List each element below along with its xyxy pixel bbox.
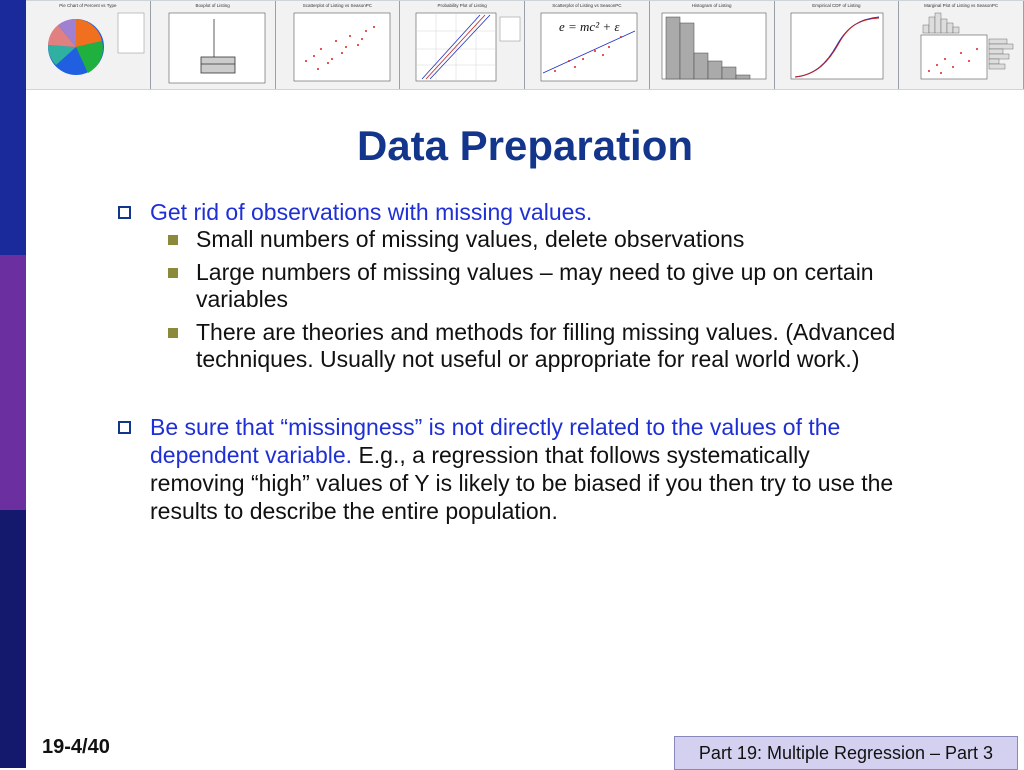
bullet-2-black-text: E.g., a regression that follows systematically removing “high” values of Y is likely to be biased if you then try to use the results to describe the entire population. bbox=[150, 442, 894, 524]
marginal-plot-icon bbox=[899, 1, 1023, 89]
pie-chart-thumbnail bbox=[26, 1, 151, 89]
filled-square-bullet-icon bbox=[168, 328, 178, 338]
boxplot-icon bbox=[151, 1, 275, 89]
side-bar-middle-segment bbox=[0, 255, 26, 510]
slide-content bbox=[110, 198, 900, 525]
thumbnail-caption: Boxplot of Listing bbox=[195, 3, 230, 8]
square-bullet-icon bbox=[118, 421, 131, 434]
side-bar-bottom-segment bbox=[0, 510, 26, 768]
cdf-icon bbox=[775, 1, 899, 89]
bullet-1-text: Get rid of observations with missing values. bbox=[150, 199, 593, 225]
probability-plot-thumbnail bbox=[400, 1, 525, 89]
boxplot-thumbnail bbox=[151, 1, 276, 89]
thumbnail-caption: Scatterplot of Listing vs SeasonPC bbox=[552, 3, 622, 8]
formula-scatter-thumbnail bbox=[525, 1, 650, 89]
bullet-1 bbox=[110, 198, 900, 226]
sub-bullet-text: Small numbers of missing values, delete observations bbox=[196, 226, 745, 252]
side-bar-top-segment bbox=[0, 0, 26, 255]
sub-bullet-text: Large numbers of missing values – may need to give up on certain variables bbox=[196, 259, 874, 312]
formula-text: e = mc² + ε bbox=[559, 19, 620, 34]
sub-bullet bbox=[110, 259, 900, 313]
part-label: Part 19: Multiple Regression – Part 3 bbox=[674, 736, 1018, 770]
thumbnail-caption: Scatterplot of Listing vs SeasonPC bbox=[302, 3, 373, 8]
sub-bullet bbox=[110, 226, 900, 253]
filled-square-bullet-icon bbox=[168, 268, 178, 278]
square-bullet-icon bbox=[118, 206, 131, 219]
marginal-plot-thumbnail bbox=[899, 1, 1024, 89]
cdf-thumbnail bbox=[775, 1, 900, 89]
slide-number: 19-4/40 bbox=[42, 736, 110, 758]
thumbnail-caption: Marginal Plot of Listing vs SeasonPC bbox=[924, 3, 999, 8]
side-color-bar bbox=[0, 0, 26, 768]
sub-bullet-text: There are theories and methods for filling missing values. (Advanced techniques. Usually not useful or appropriate for real world work.) bbox=[196, 319, 896, 372]
probability-plot-icon bbox=[400, 1, 524, 89]
thumbnail-caption: Histogram of Listing bbox=[691, 3, 732, 8]
chart-thumbnail-strip bbox=[26, 0, 1024, 90]
histogram-thumbnail bbox=[650, 1, 775, 89]
scatterplot-icon bbox=[276, 1, 400, 89]
thumbnail-caption: Probability Plot of Listing bbox=[437, 3, 487, 8]
thumbnail-caption: Empirical CDF of Listing bbox=[812, 3, 861, 8]
formula-scatter-icon bbox=[525, 1, 649, 89]
filled-square-bullet-icon bbox=[168, 235, 178, 245]
pie-chart-icon bbox=[26, 1, 150, 89]
histogram-icon bbox=[650, 1, 774, 89]
bullet-2 bbox=[110, 413, 900, 525]
slide-title: Data Preparation bbox=[356, 122, 694, 169]
bullet-2-blue-text: Be sure that “missingness” is not directly related to the values of the dependent variable. bbox=[150, 414, 841, 468]
sub-bullet bbox=[110, 319, 900, 373]
scatterplot-thumbnail bbox=[276, 1, 401, 89]
thumbnail-caption: Pie Chart of Percent vs Type bbox=[59, 3, 117, 8]
